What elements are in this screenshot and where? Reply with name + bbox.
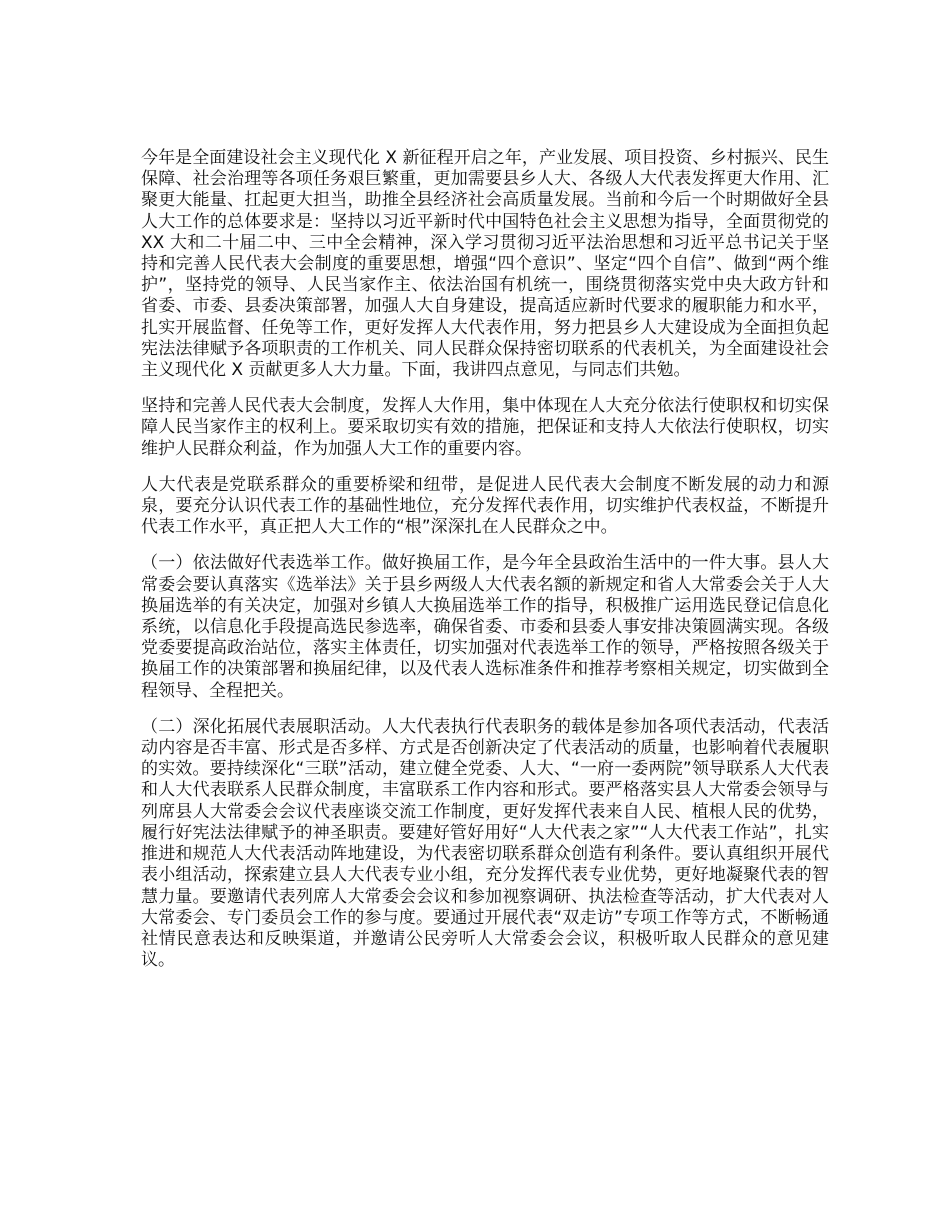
document-body [141,148,829,986]
paragraph-intro: 今年是全面建设社会主义现代化 X 新征程开启之年，产业发展、项目投资、乡村振兴、民生保障、社会治理等各项任务艰巨繁重，更加需要县乡人大、各级人大代表发挥更大作用、汇聚更大能量、扛起更大担当，助推全县经济社会高质量发展。当前和今后一个时期做好全县人大工作的总体要求是：坚持以习近平新时代中国特色社会主义思想为指导，全面贯彻党的 XX 大和二十届二中、三中全会精神，深入学习贯彻习近平法治思想和习近平总书记关于坚持和完善人民代表大会制度的重要思想，增强“四个意识”、坚定“四个自信”、做到“两个维护”，坚持党的领导、人民当家作主、依法治国有机统一，围绕贯彻落实党中央大政方针和省委、市委、县委决策部署，加强人大自身建设，提高适应新时代要求的履职能力和水平，扎实开展监督、任免等工作，更好发挥人大代表作用，努力把县乡人大建设成为全面担负起宪法法律赋予各项职责的工作机关、同人民群众保持密切联系的代表机关，为全面建设社会主义现代化 X 贡献更多人大力量。下面，我讲四点意见，与同志们共勉。 [141,148,829,381]
paragraph-system: 坚持和完善人民代表大会制度，发挥人大作用，集中体现在人大充分依法行使职权和切实保障人民当家作主的权利上。要采取切实有效的措施，把保证和支持人大依法行使职权，切实维护人民群众利益，作为加强人大工作的重要内容。 [141,396,829,459]
paragraph-deputies: 人大代表是党联系群众的重要桥梁和纽带，是促进人民代表大会制度不断发展的动力和源泉，要充分认识代表工作的基础性地位，充分发挥代表作用，切实维护代表权益，不断提升代表工作水平，真正把人大工作的“根”深深扎在人民群众之中。 [141,474,829,538]
paragraph-section-2: （二）深化拓展代表展职活动。人大代表执行代表职务的载体是参加各项代表活动，代表活动内容是否丰富、形式是否多样、方式是否创新决定了代表活动的质量，也影响着代表履职的实效。要持续深化“三联”活动，建立健全党委、人大、“一府一委两院”领导联系人大代表和人大代表联系人民群众制度，丰富联系工作内容和形式。要严格落实县人大常委会领导与列席县人大常委会会议代表座谈交流工作制度，更好发挥代表来自人民、植根人民的优势，履行好宪法法律赋予的神圣职责。要建好管好用好“人大代表之家”“人大代表工作站”，扎实推进和规范人大代表活动阵地建设，为代表密切联系群众创造有利条件。要认真组织开展代表小组活动，探索建立县人大代表专业小组，充分发挥代表专业优势，更好地凝聚代表的智慧力量。要邀请代表列席人大常委会会议和参加视察调研、执法检查等活动，扩大代表对人大常委会、专门委员会工作的参与度。要通过开展代表“双走访”专项工作等方式，不断畅通社情民意表达和反映渠道，并邀请公民旁听人大常委会会议，积极听取人民群众的意见建议。 [141,716,829,971]
paragraph-section-1: （一）依法做好代表选举工作。做好换届工作，是今年全县政治生活中的一件大事。县人大常委会要认真落实《选举法》关于县乡两级人大代表名额的新规定和省人大常委会关于人大换届选举的有关决定，加强对乡镇人大换届选举工作的指导，积极推广运用选民登记信息化系统，以信息化手段提高选民参选率，确保省委、市委和县委人事安排决策圆满实现。各级党委要提高政治站位，落实主体责任，切实加强对代表选举工作的领导，严格按照各级关于换届工作的决策部署和换届纪律，以及代表人选标准条件和推荐考察相关规定，切实做到全程领导、全程把关。 [141,553,829,701]
